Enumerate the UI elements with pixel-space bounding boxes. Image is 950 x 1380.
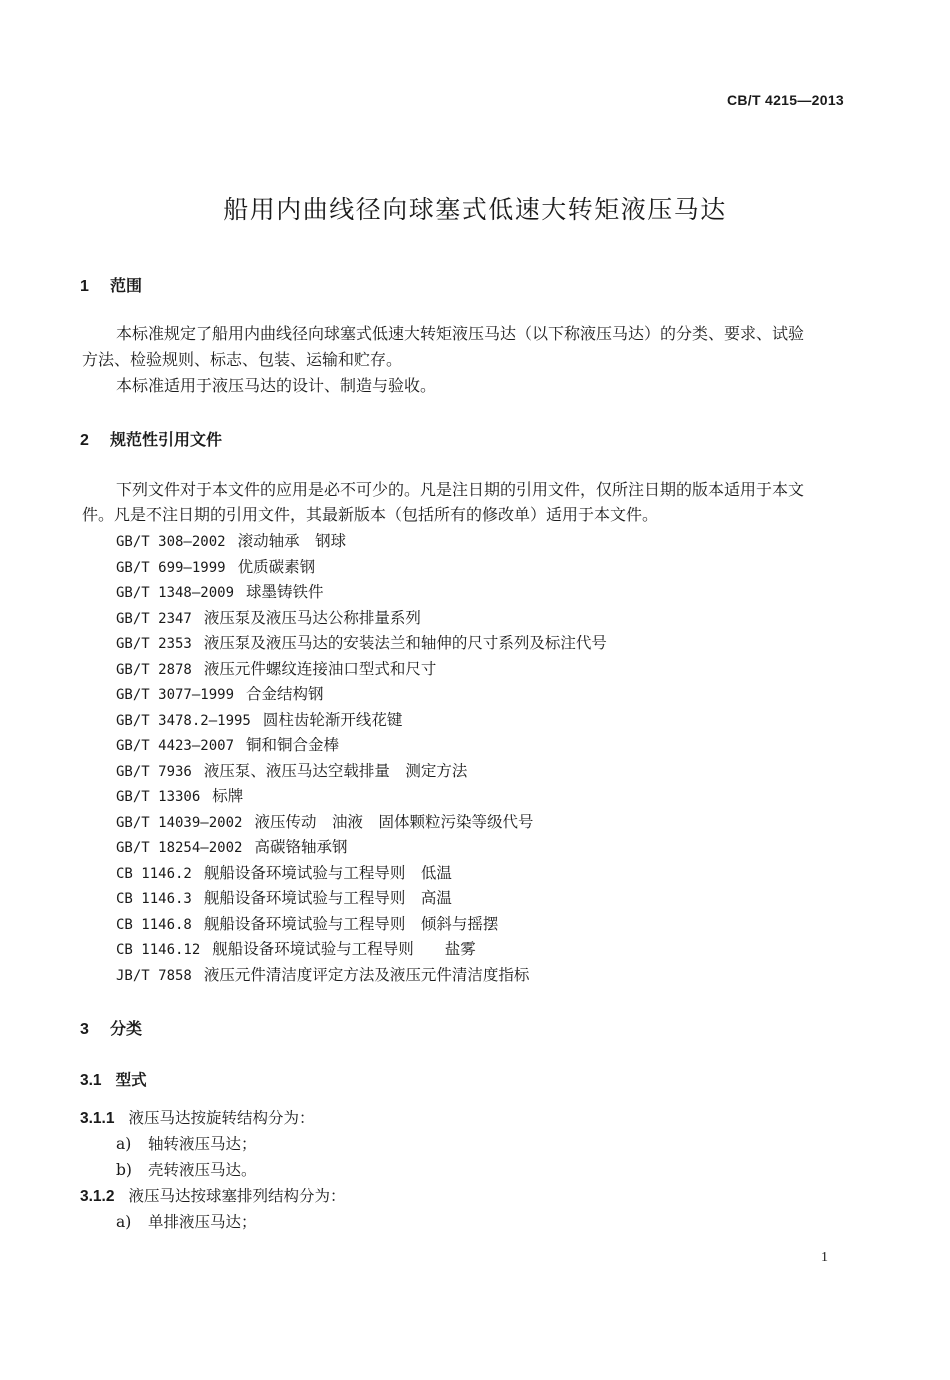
refs-intro-line-2: 件。凡是不注日期的引用文件，其最新版本（包括所有的修改单）适用于本文件。 xyxy=(82,505,659,524)
subsection-title: 型式 xyxy=(115,1070,147,1089)
reference-item xyxy=(116,937,607,963)
reference-name: 圆柱齿轮渐开线花键 xyxy=(262,710,403,729)
reference-code: GB/T 3077—1999 xyxy=(116,687,235,703)
reference-code: CB 1146.12 xyxy=(116,942,201,958)
section-number: 1 xyxy=(80,278,89,295)
reference-item xyxy=(116,784,607,810)
reference-name: 液压元件螺纹连接油口型式和尺寸 xyxy=(203,659,437,678)
reference-item xyxy=(116,529,607,555)
clause-text: 液压马达按球塞排列结构分为： xyxy=(128,1187,346,1205)
reference-code: GB/T 1348—2009 xyxy=(116,585,235,601)
reference-name: 标牌 xyxy=(212,787,244,805)
reference-name: 液压元件清洁度评定方法及液压元件清洁度指标 xyxy=(203,965,530,984)
reference-code: GB/T 4423—2007 xyxy=(116,738,235,754)
reference-name: 液压泵及液压马达的安装法兰和轴伸的尺寸系列及标注代号 xyxy=(203,634,607,652)
reference-item xyxy=(116,912,607,938)
section-number: 3 xyxy=(80,1021,89,1038)
reference-name: 液压泵、液压马达空载排量 测定方法 xyxy=(203,761,468,780)
section-number: 2 xyxy=(80,432,89,449)
section-title: 分类 xyxy=(110,1019,143,1038)
reference-code: GB/T 2353 xyxy=(116,636,192,652)
reference-item xyxy=(116,759,607,785)
section-2-heading xyxy=(80,427,222,450)
list-marker: b) xyxy=(116,1161,132,1179)
reference-item xyxy=(116,810,607,836)
section-title: 范围 xyxy=(110,276,143,295)
clause-3-1-2 xyxy=(80,1184,346,1206)
list-item xyxy=(116,1132,257,1154)
reference-item xyxy=(116,861,607,887)
section-3-heading xyxy=(80,1016,142,1039)
reference-name: 液压传动 油液 固体颗粒污染等级代号 xyxy=(254,812,534,831)
clause-text: 液压马达按旋转结构分为： xyxy=(128,1109,315,1127)
reference-name: 液压泵及液压马达公称排量系列 xyxy=(203,608,421,627)
reference-code: CB 1146.2 xyxy=(116,865,192,882)
section-1-heading xyxy=(80,273,142,296)
list-item xyxy=(116,1158,257,1180)
reference-name: 舰船设备环境试验与工程导则 高温 xyxy=(203,889,452,907)
reference-code: GB/T 14039—2002 xyxy=(116,814,243,831)
reference-code: CB 1146.8 xyxy=(116,916,192,933)
reference-code: GB/T 3478.2—1995 xyxy=(116,712,251,729)
reference-code: GB/T 2347 xyxy=(116,610,192,627)
list-text: 轴转液压马达； xyxy=(148,1135,257,1153)
reference-code: GB/T 13306 xyxy=(116,789,201,805)
reference-name: 优质碳素钢 xyxy=(237,557,316,576)
list-text: 单排液压马达； xyxy=(148,1213,257,1231)
section-title: 规范性引用文件 xyxy=(110,430,223,449)
normative-references-list xyxy=(116,529,607,988)
scope-paragraph-2: 本标准适用于液压马达的设计、制造与验收。 xyxy=(116,376,437,395)
reference-code: JB/T 7858 xyxy=(116,967,192,984)
reference-name: 高碳铬轴承钢 xyxy=(254,838,348,856)
reference-name: 球墨铸铁件 xyxy=(246,583,324,601)
reference-code: GB/T 2878 xyxy=(116,661,192,678)
reference-item xyxy=(116,631,607,657)
subsection-3-1-heading xyxy=(80,1068,147,1090)
reference-item xyxy=(116,606,607,632)
scope-paragraph-line-2: 方法、检验规则、标志、包装、运输和贮存。 xyxy=(82,350,403,369)
reference-code: GB/T 18254—2002 xyxy=(116,840,243,856)
reference-code: CB 1146.3 xyxy=(116,891,192,907)
reference-code: GB/T 699—1999 xyxy=(116,559,226,576)
reference-name: 铜和铜合金棒 xyxy=(246,736,340,754)
reference-item xyxy=(116,555,607,581)
page-number: 1 xyxy=(821,1250,828,1265)
reference-item xyxy=(116,733,607,759)
reference-item xyxy=(116,580,607,606)
reference-item xyxy=(116,963,607,989)
standard-code: CB/T 4215—2013 xyxy=(726,92,844,108)
clause-3-1-1 xyxy=(80,1106,315,1128)
reference-item xyxy=(116,886,607,912)
subsection-number: 3.1 xyxy=(80,1072,102,1089)
reference-name: 滚动轴承 钢球 xyxy=(237,532,347,550)
reference-name: 舰船设备环境试验与工程导则 盐雾 xyxy=(212,940,476,958)
refs-intro-line-1: 下列文件对于本文件的应用是必不可少的。凡是注日期的引用文件，仅所注日期的版本适用于本文 xyxy=(116,480,805,499)
reference-item xyxy=(116,835,607,861)
list-item xyxy=(116,1210,257,1232)
reference-code: GB/T 7936 xyxy=(116,763,192,780)
reference-item xyxy=(116,657,607,683)
reference-item xyxy=(116,708,607,734)
clause-number: 3.1.2 xyxy=(80,1188,115,1205)
reference-name: 舰船设备环境试验与工程导则 低温 xyxy=(203,863,452,882)
document-title: 船用内曲线径向球塞式低速大转矩液压马达 xyxy=(223,195,727,224)
reference-name: 合金结构钢 xyxy=(246,685,324,703)
reference-name: 舰船设备环境试验与工程导则 倾斜与摇摆 xyxy=(203,914,499,933)
list-text: 壳转液压马达。 xyxy=(148,1161,257,1179)
reference-code: GB/T 308—2002 xyxy=(116,534,226,550)
clause-number: 3.1.1 xyxy=(80,1110,115,1127)
reference-item xyxy=(116,682,607,708)
list-marker: a) xyxy=(116,1213,132,1231)
scope-paragraph-line-1: 本标准规定了船用内曲线径向球塞式低速大转矩液压马达（以下称液压马达）的分类、要求、试验 xyxy=(116,324,805,343)
list-marker: a) xyxy=(116,1135,132,1153)
